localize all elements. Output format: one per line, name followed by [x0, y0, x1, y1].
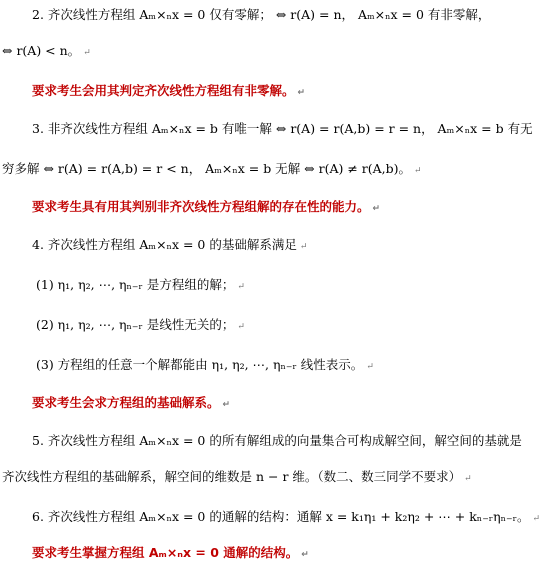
requirement-4: 要求考生掌握方程组 Aₘ×ₙx = 0 通解的结构。 ↵: [32, 545, 309, 560]
item-4-condition-2: (2) η₁, η₂, ⋯, ηₙ₋ᵣ 是线性无关的； ↵: [36, 317, 245, 332]
item-4-condition-3: (3) 方程组的任意一个解都能由 η₁, η₂, ⋯, ηₙ₋ᵣ 线性表示。 ↵: [36, 357, 374, 372]
item-3-line-1: 3. 非齐次线性方程组 Aₘ×ₙx = b 有唯一解 ⇔ r(A) = r(A,b) = r = n， Aₘ×ₙx = b 有无: [32, 121, 533, 136]
item-6: 6. 齐次线性方程组 Aₘ×ₙx = 0 的通解的结构：通解 x = k₁η₁ + k₂η₂ + ⋯ + kₙ₋ᵣηₙ₋ᵣ。 ↵: [32, 509, 541, 524]
item-3-line-2: 穷多解 ⇔ r(A) = r(A,b) = r < n， Aₘ×ₙx = b 无解 ⇔ r(A) ≠ r(A,b)。 ↵: [2, 161, 422, 176]
item-2-line-1: 2. 齐次线性方程组 Aₘ×ₙx = 0 仅有零解； ⇔ r(A) = n， Aₘ×ₙx = 0 有非零解，: [32, 7, 491, 22]
item-4-condition-1: (1) η₁, η₂, ⋯, ηₙ₋ᵣ 是方程组的解； ↵: [36, 277, 245, 292]
requirement-1: 要求考生会用其判定齐次线性方程组有非零解。 ↵: [32, 83, 306, 98]
requirement-3: 要求考生会求方程组的基础解系。 ↵: [32, 395, 231, 410]
item-4-heading: 4. 齐次线性方程组 Aₘ×ₙx = 0 的基础解系满足 ↵: [32, 237, 308, 252]
item-2-line-2: ⇔ r(A) < n。 ↵: [2, 43, 91, 58]
item-5-line-1: 5. 齐次线性方程组 Aₘ×ₙx = 0 的所有解组成的向量集合可构成解空间，解空间的基就是: [32, 433, 522, 448]
item-5-line-2: 齐次线性方程组的基础解系，解空间的维数是 n − r 维。（数二、数三同学不要求） ↵: [2, 469, 472, 484]
requirement-2: 要求考生具有用其判别非齐次线性方程组解的存在性的能力。 ↵: [32, 199, 381, 214]
